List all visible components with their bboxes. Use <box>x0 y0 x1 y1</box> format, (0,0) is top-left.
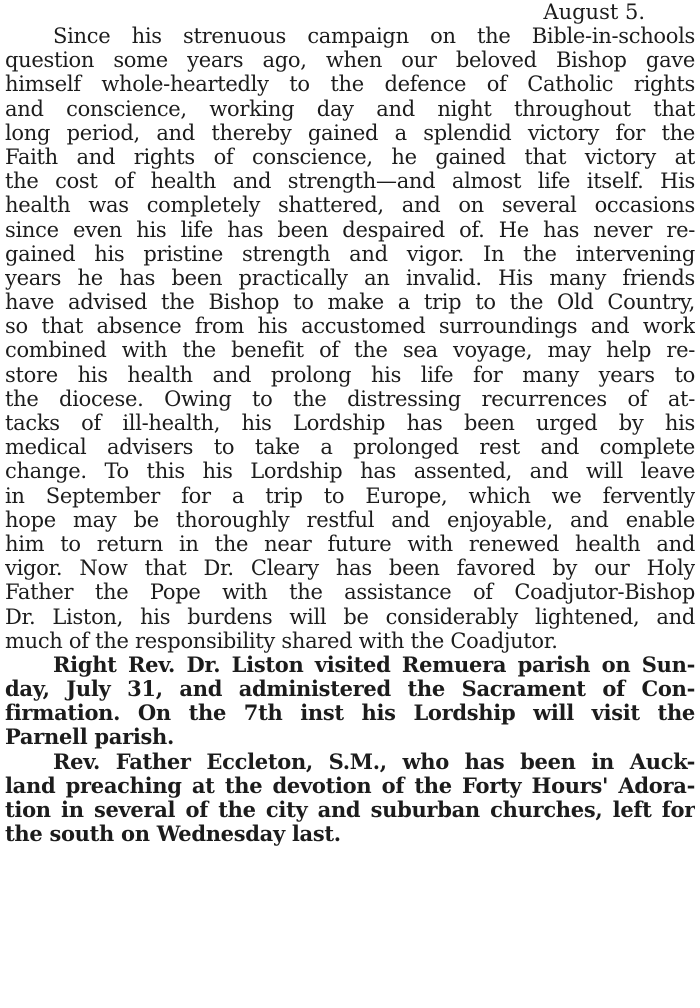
text-line: the south on Wednesday last. <box>5 822 341 847</box>
text-line: land preaching at the devotion of the Forty Hours' Adora- <box>5 773 695 798</box>
text-line: years he has been practically an invalid. His many friends <box>5 265 695 290</box>
text-line: since even his life has been despaired of. He has never re- <box>5 217 695 242</box>
text-line: Father the Pope with the assistance of Coadjutor-Bishop <box>5 580 695 605</box>
text-line: gained his pristine strength and vigor. In the intervening <box>5 241 695 266</box>
text-line: hope may be thoroughly restful and enjoyable, and enable <box>5 507 695 532</box>
text-line: change. To this his Lordship has assented, and will leave <box>5 459 695 484</box>
text-line: vigor. Now that Dr. Cleary has been favored by our Holy <box>5 556 695 581</box>
text-line: him to return in the near future with renewed health and <box>5 531 695 556</box>
text-line: firmation. On the 7th inst his Lordship will visit the <box>5 701 695 726</box>
text-line: health was completely shattered, and on several occasions <box>5 193 695 218</box>
text-line: Rev. Father Eccleton, S.M., who has been in Auck- <box>53 749 695 774</box>
text-line: day, July 31, and administered the Sacrament of Con- <box>5 677 695 702</box>
text-line: and conscience, working day and night throughout that <box>5 96 695 121</box>
text-line: have advised the Bishop to make a trip to the Old Country, <box>5 290 695 315</box>
text-line: himself whole-heartedly to the defence of Catholic rights <box>5 72 695 97</box>
text-line: long period, and thereby gained a splendid victory for the <box>5 120 695 145</box>
text-line: so that absence from his accustomed surroundings and work <box>5 314 695 339</box>
text-line: medical advisers to take a prolonged rest and complete <box>5 435 695 460</box>
text-line: combined with the benefit of the sea voyage, may help re- <box>5 338 695 363</box>
text-line: in September for a trip to Europe, which we fervently <box>5 483 695 508</box>
text-line: tion in several of the city and suburban churches, left for <box>5 798 695 822</box>
paragraph-father-eccleton <box>5 750 695 847</box>
text-line: store his health and prolong his life for many years to <box>5 362 695 387</box>
text-line: question some years ago, when our beloved Bishop gave <box>5 48 695 73</box>
text-line: Right Rev. Dr. Liston visited Remuera parish on Sun- <box>53 652 695 677</box>
text-line: Parnell parish. <box>5 725 175 750</box>
text-line: the diocese. Owing to the distressing recurrences of at- <box>5 386 695 411</box>
text-line: the cost of health and strength—and almost life itself. His <box>5 169 695 194</box>
paragraph-bishop-health <box>5 24 695 653</box>
text-line: Since his strenuous campaign on the Bible-in-schools <box>53 24 695 48</box>
text-line: much of the responsibility shared with the Coadjutor. <box>5 628 558 653</box>
text-line: tacks of ill-health, his Lordship has been urged by his <box>5 411 695 435</box>
paragraph-confirmation <box>5 653 695 750</box>
text-line: Dr. Liston, his burdens will be considerably lightened, and <box>5 604 695 629</box>
text-line: Faith and rights of conscience, he gained that victory at <box>5 144 695 169</box>
issue-date: August 5. <box>543 0 645 24</box>
